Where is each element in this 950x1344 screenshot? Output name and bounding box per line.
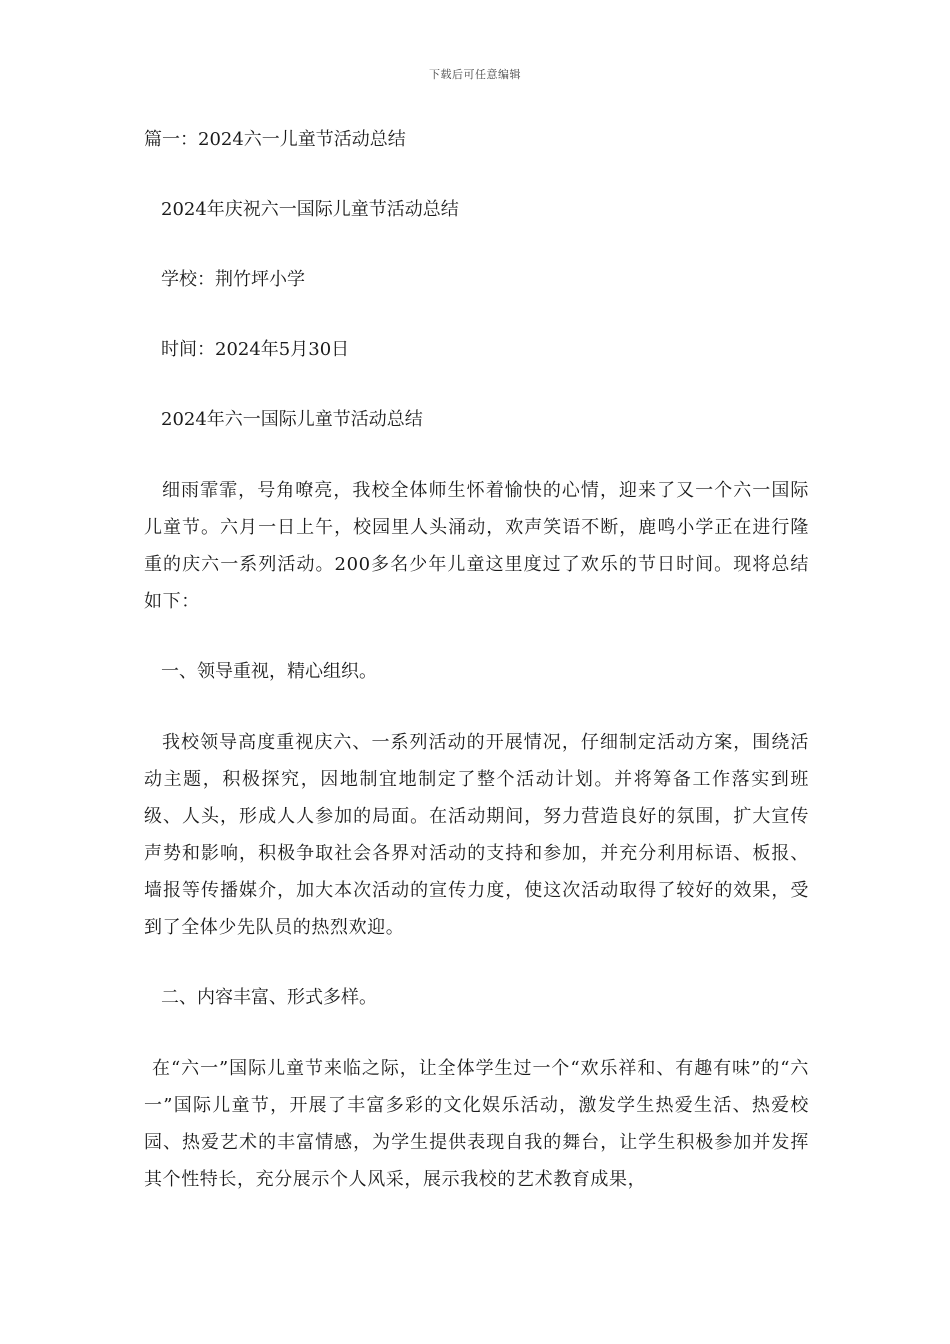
document-heading: 2024年六一国际儿童节活动总结 bbox=[161, 409, 423, 430]
document-body bbox=[144, 122, 809, 1232]
header-note: 下载后可任意编辑 bbox=[429, 68, 521, 81]
time-line: 时间：2024年5月30日 bbox=[161, 339, 350, 360]
section2-paragraph: 在“六一”国际儿童节来临之际，让全体学生过一个“欢乐祥和、有趣有味”的“六一”国际儿童节，开展了丰富多彩的文化娱乐活动，激发学生热爱生活、热爱校园、热爱艺术的丰富情感，为学生提供表现自我的舞台，让学生积极参加并发挥其个性特长，充分展示个人风采，展示我校的艺术教育成果， bbox=[144, 1058, 809, 1190]
section2-title: 二、内容丰富、形式多样。 bbox=[161, 987, 377, 1008]
document-subtitle: 2024年庆祝六一国际儿童节活动总结 bbox=[161, 199, 459, 220]
section1-paragraph: 我校领导高度重视庆六、一系列活动的开展情况，仔细制定活动方案，围绕活动主题，积极探究，因地制宜地制定了整个活动计划。并将筹备工作落实到班级、人头，形成人人参加的局面。在活动期间，努力营造良好的氛围，扩大宣传声势和影响，积极争取社会各界对活动的支持和参加，并充分利用标语、板报、墙报等传播媒介，加大本次活动的宣传力度，使这次活动取得了较好的效果，受到了全体少先队员的热烈欢迎。 bbox=[144, 732, 809, 938]
section1-title: 一、领导重视，精心组织。 bbox=[161, 661, 377, 682]
school-line: 学校：荆竹坪小学 bbox=[161, 269, 305, 290]
document-title: 篇一：2024六一儿童节活动总结 bbox=[144, 129, 406, 150]
intro-paragraph: 细雨霏霏，号角嘹亮，我校全体师生怀着愉快的心情，迎来了又一个六一国际儿童节。六月一日上午，校园里人头涌动，欢声笑语不断，鹿鸣小学正在进行隆重的庆六一系列活动。200多名少年儿童这里度过了欢乐的节日时间。现将总结如下： bbox=[144, 480, 809, 612]
